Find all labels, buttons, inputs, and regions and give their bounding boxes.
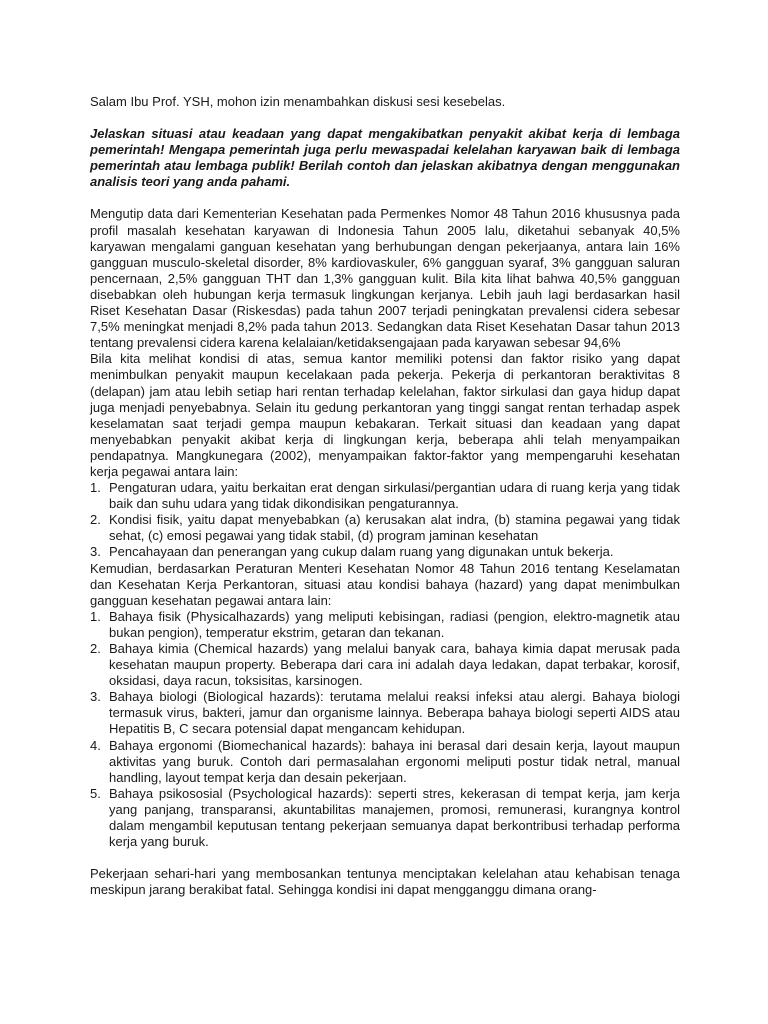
paragraph-spacer: [90, 850, 680, 866]
list-item: [90, 738, 680, 786]
paragraph-office-risk: Bila kita melihat kondisi di atas, semua kantor memiliki potensi dan faktor risiko yang dapat menimbulkan penyakit maupun kecelakaan pada pekerja. Pekerja di perkantoran beraktivitas 8 (delapan) jam atau lebih setiap hari rentan terhadap kelelahan, faktor sirkulasi dan gaya hidup dapat juga menjadi penyebabnya. Selain itu gedung perkantoran yang tinggi sangat rentan terhadap aspek keselamatan saat terjadi gempa maupun kebakaran. Terkait situasi dan keadaan yang dapat menyebabkan penyakit akibat kerja di lingkungan kerja, beberapa ahli telah menyampaikan pendapatnya. Mangkunegara (2002), menyampaikan faktor-faktor yang mempengaruhi kesehatan kerja pegawai antara lain:: [90, 351, 680, 479]
hazards-list: [90, 609, 680, 850]
paragraph-fatigue: Pekerjaan sehari-hari yang membosankan tentunya menciptakan kelelahan atau kehabisan tenaga meskipun jarang berakibat fatal. Sehingga kondisi ini dapat mengganggu dimana orang-: [90, 866, 680, 898]
list-item: [90, 609, 680, 641]
paragraph-regulation: Kemudian, berdasarkan Peraturan Menteri Kesehatan Nomor 48 Tahun 2016 tentang Keselamatan dan Kesehatan Kerja Perkantoran, situasi atau kondisi bahaya (hazard) yang dapat menimbulkan gangguan kesehatan pegawai antara lain:: [90, 560, 680, 608]
document-page: [90, 94, 680, 898]
list-item: [90, 689, 680, 737]
list-item-number: 2.: [90, 641, 101, 656]
list-item-number: 5.: [90, 785, 101, 801]
list-item-text: Bahaya biologi (Biological hazards): terutama melalui reaksi infeksi atau alergi. Bahaya biologi termasuk virus, bakteri, jamur dan organisme lainnya. Beberapa bahaya biologi seperti AIDS atau Hepatitis B, C secara potensial dapat mengancam kehidupan.: [109, 689, 680, 737]
list-item: [90, 480, 680, 512]
list-item-number: 3.: [90, 544, 101, 560]
list-item-text: Bahaya kimia (Chemical hazards) yang melalui banyak cara, bahaya kimia dapat merusak pada kesehatan maupun property. Beberapa dari cara ini adalah daya ledakan, dapat terbakar, korosif, oksidasi, daya racun, toksisitas, karsinogen.: [109, 641, 680, 689]
list-item-text: Kondisi fisik, yaitu dapat menyebabkan (a) kerusakan alat indra, (b) stamina pegawai yang tidak sehat, (c) emosi pegawai yang tidak stabil, (d) program jaminan kesehatan: [109, 512, 680, 544]
factors-list: [90, 480, 680, 560]
list-item-number: 1.: [90, 480, 101, 496]
list-item-text: Pencahayaan dan penerangan yang cukup dalam ruang yang digunakan untuk bekerja.: [109, 544, 614, 560]
list-item-text: Pengaturan udara, yaitu berkaitan erat dengan sirkulasi/pergantian udara di ruang kerja yang tidak baik dan suhu udara yang tidak dikondisikan pengaturannya.: [109, 480, 680, 512]
list-item: [90, 786, 680, 850]
list-item-number: 3.: [90, 689, 101, 705]
list-item: [90, 544, 680, 560]
list-item-number: 4.: [90, 737, 101, 753]
list-item-text: Bahaya ergonomi (Biomechanical hazards): bahaya ini berasal dari desain kerja, layout maupun aktivitas yang buruk. Contoh dari permasalahan ergonomi meliputi postur tidak netral, manual handling, layout tempat kerja dan desain pekerjaan.: [109, 737, 680, 785]
list-item-number: 2.: [90, 512, 101, 528]
discussion-question: Jelaskan situasi atau keadaan yang dapat mengakibatkan penyakit akibat kerja di lembaga pemerintah! Mengapa pemerintah juga perlu mewaspadai kelelahan karyawan baik di lembaga pemerintah atau lembaga publik! Berilah contoh dan jelaskan akibatnya dengan menggunakan analisis teori yang anda pahami.: [90, 126, 680, 190]
list-item-text: Bahaya psikososial (Psychological hazards): seperti stres, kekerasan di tempat kerja, jam kerja yang panjang, transparansi, akuntabilitas manajemen, promosi, remunerasi, kurangnya kontrol dalam mengambil keputusan tentang pekerjaan semuanya dapat berkontribusi terhadap performa kerja yang buruk.: [109, 785, 680, 850]
list-item-text: Bahaya fisik (Physicalhazards) yang meliputi kebisingan, radiasi (pengion, elektro-magnetik atau bukan pengion), temperatur ekstrim, getaran dan tekanan.: [109, 608, 680, 640]
list-item-number: 1.: [90, 608, 101, 624]
list-item: [90, 512, 680, 544]
list-item: [90, 641, 680, 689]
paragraph-statistics: Mengutip data dari Kementerian Kesehatan pada Permenkes Nomor 48 Tahun 2016 khususnya pada profil masalah kesehatan karyawan di Indonesia Tahun 2005 lalu, diketahui sebanyak 40,5% karyawan mengalami ganguan kesehatan yang berhubungan dengan pekerjaanya, antara lain 16% gangguan musculo-skeletal disorder, 8% kardiovaskuler, 6% gangguan syaraf, 3% gangguan saluran pencernaan, 2,5% gangguan THT dan 1,3% gangguan kulit. Bila kita lihat bahwa 40,5% gangguan disebabkan oleh hubungan kerja termasuk lingkungan kerjanya. Lebih jauh lagi berdasarkan hasil Riset Kesehatan Dasar (Riskesdas) pada tahun 2007 terjadi peningkatan prevalensi cidera sebesar 7,5% meningkat menjadi 8,2% pada tahun 2013. Sedangkan data Riset Kesehatan Dasar tahun 2013 tentang prevalensi cidera karena kelalaian/ketidaksengajaan pada karyawan sebesar 94,6%: [90, 206, 680, 351]
greeting-line: Salam Ibu Prof. YSH, mohon izin menambahkan diskusi sesi kesebelas.: [90, 94, 506, 109]
